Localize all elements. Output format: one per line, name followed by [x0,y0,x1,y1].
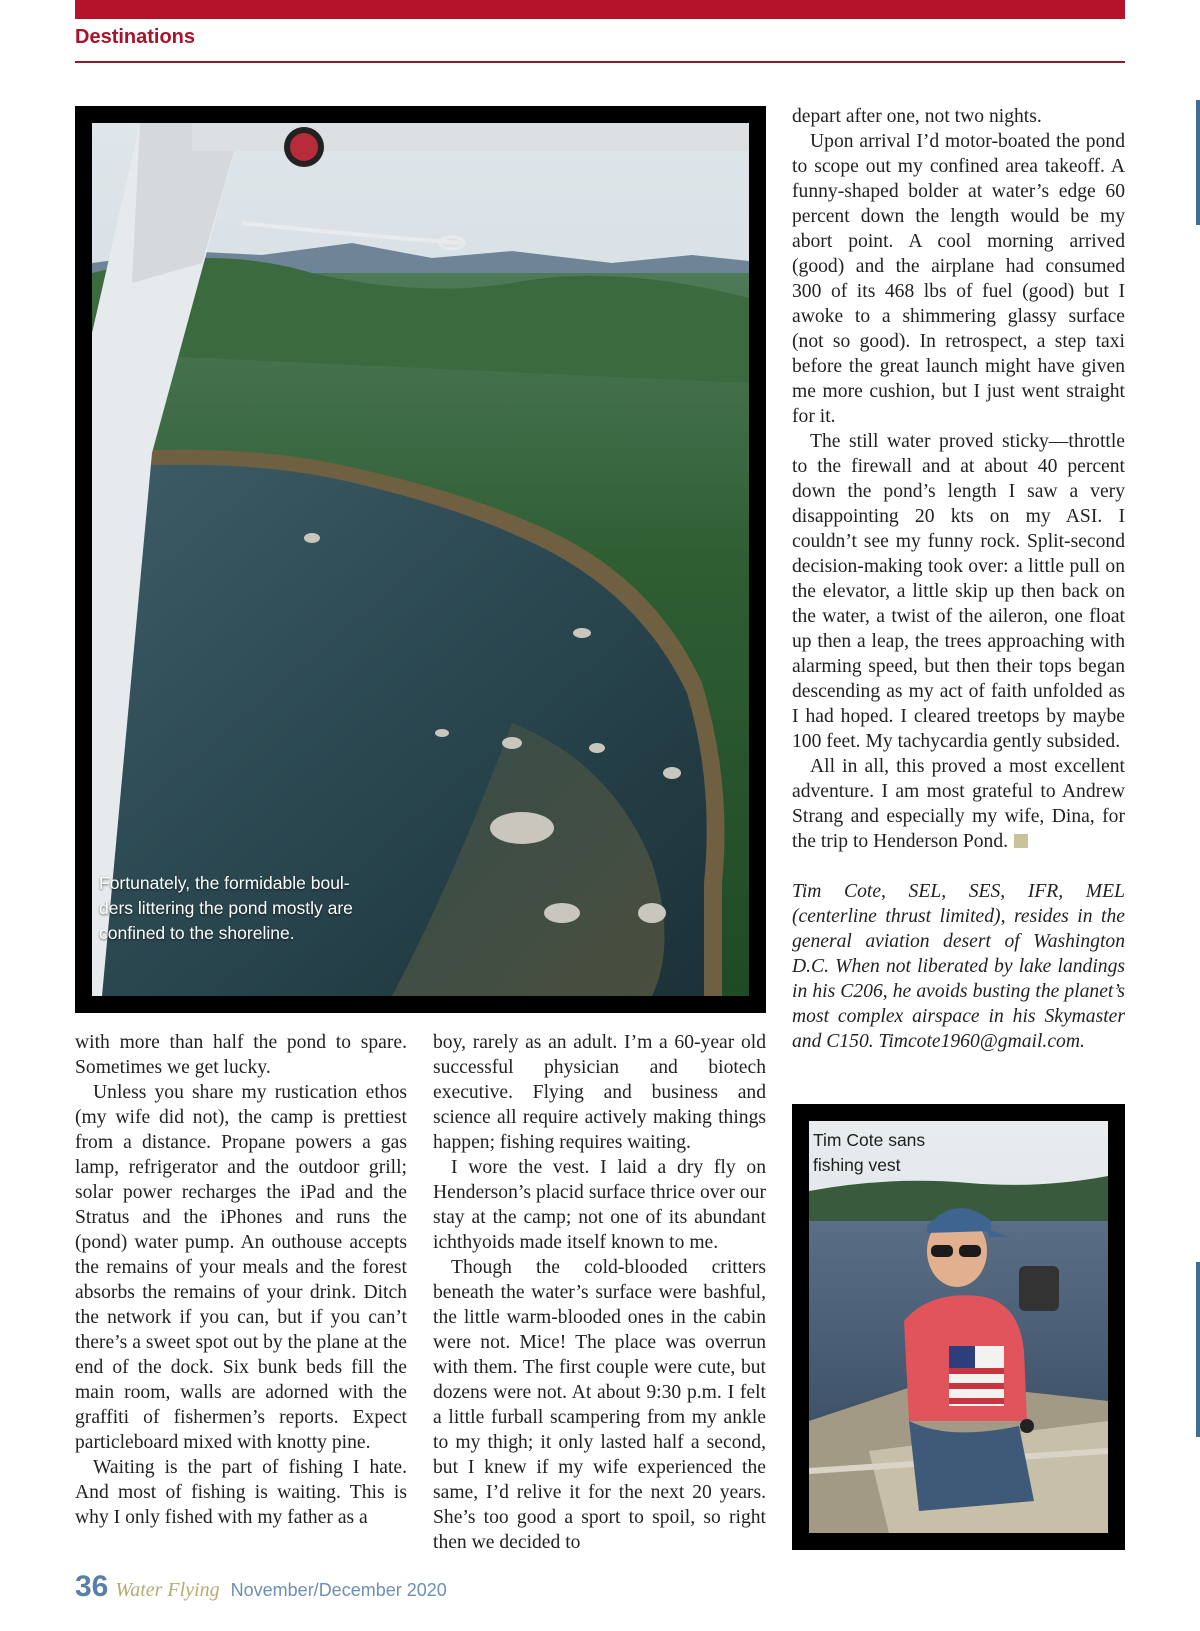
main-photo-caption [99,871,353,946]
main-photo [75,106,766,1013]
paragraph: Unless you share my rustication ethos (my wife did not), the camp is prettiest from a distance. Propane powers a gas lamp, refrigerator and the outdoor grill; solar power recharges the iPad and the Stratus and the iPhones and runs the (pond) water pump. An outhouse accepts the remains of your meals and the forest absorbs the remains of your drink. Ditch the network if you can, but if you can’t there’s a sweet spot out by the plane at the end of the dock. Six bunk beds fill the main room, walls are adorned with the graffiti of fishermen’s reports. Expect particleboard mixed with knotty pine. [75,1082,407,1453]
lake-aerial-image [92,123,749,996]
paragraph: Though the cold-blooded critters beneath the water’s surface were bashful, the little warm-blooded ones in the cabin were not. Mice! The place was overrun with them. The first couple were cute, but dozens were not. At about 9:30 p.m. I felt a little furball scampering from my ankle to my thigh; it only lasted half a second, but I knew if my wife experienced the same, I’d relive it for the next 20 years. She’s too good a sport to spoil, so right then we decided to [433,1257,766,1553]
magazine-name: Water Flying [115,1579,220,1601]
author-boat-illustration [809,1121,1108,1533]
article-column-1 [75,1030,407,1530]
section-label: Destinations [75,26,196,48]
paragraph: with more than half the pond to spare. Sometimes we get lucky. [75,1032,407,1078]
author-boat-image [809,1121,1108,1533]
article-column-2 [433,1030,766,1555]
author-bio: Tim Cote, SEL, SES, IFR, MEL (centerline thrust limited), resides in the general aviation desert of Washington D.C. When not liberated by lake landings in his C206, he avoids busting the planet’s most complex airspace in his Skymaster and C150. Timcote1960@gmail.com. [792,881,1125,1052]
paragraph: The still water proved sticky—throttle to the firewall and at about 40 percent down the pond’s length I saw a very disappointing 20 kts on my ASI. I couldn’t see my funny rock. Split-second decision-making took over: a little pull on the elevator, a little skip up then back on the water, a twist of the aileron, one float up then a leap, the trees approaching with alarming speed, but then their tops began descending as my act of faith unfolded as I had hoped. I cleared treetops by maybe 100 feet. My tachycardia gently subsided. [792,431,1125,752]
end-of-article-mark [1014,834,1028,848]
page-edge-tab [1196,1262,1200,1437]
paragraph: boy, rarely as an adult. I’m a 60-year old successful physician and biotech executive. Flying and business and science all require actively making things happen; fishing requires waiting. [433,1032,766,1153]
author-photo [792,1104,1125,1550]
lake-aerial-illustration [92,123,749,996]
paragraph: Waiting is the part of fishing I hate. And most of fishing is waiting. This is why I only fished with my father as a [75,1457,407,1528]
header-color-bar [75,0,1125,19]
paragraph-final [792,754,1125,854]
caption-line: fishing vest [813,1155,901,1175]
paragraph: depart after one, not two nights. [792,106,1042,127]
issue-date: November/December 2020 [230,1580,447,1600]
caption-line: Tim Cote sans [813,1130,926,1150]
caption-line: ders littering the pond mostly are [99,898,353,918]
paragraph: I wore the vest. I laid a dry fly on Henderson’s placid surface thrice over our stay at the camp; not one of its abundant ichthyoids made itself known to me. [433,1157,766,1253]
page-footer [75,1570,447,1604]
author-photo-caption [813,1128,925,1178]
page-number: 36 [75,1570,109,1603]
caption-line: confined to the shoreline. [99,923,295,943]
page-edge-tab [1196,100,1200,225]
paragraph: Upon arrival I’d motor-boated the pond to scope out my confined area takeoff. A funny-shaped bolder at water’s edge 60 percent down the length would be my abort point. A cool morning arrived (good) and the airplane had consumed 300 of its 468 lbs of fuel (good) but I awoke to a shimmering glassy surface (not so good). In retrospect, a step taxi before the great launch might have given me more cushion, but I just went straight for it. [792,131,1125,427]
paragraph-text: All in all, this proved a most excellent adventure. I am most grateful to Andrew Strang and especially my wife, Dina, for the trip to Henderson Pond. [792,756,1125,852]
caption-line: Fortunately, the formidable boul- [99,873,350,893]
section-divider [75,61,1125,63]
article-column-3 [792,104,1125,1054]
